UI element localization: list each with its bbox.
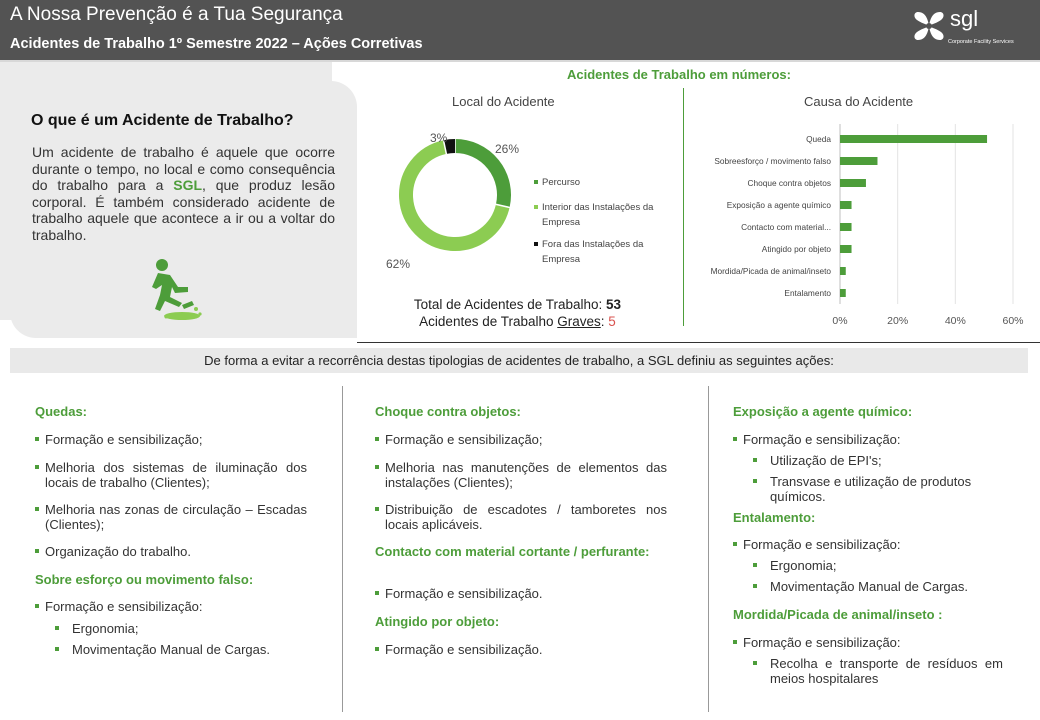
sub-list-item (753, 558, 1003, 573)
total-value: 53 (606, 297, 622, 312)
list-item-text: Formação e sensibilização: (743, 537, 901, 552)
section-choque: Choque contra objetos: (375, 404, 521, 419)
legend-swatch (534, 180, 538, 184)
bullet (55, 626, 59, 630)
list-item-text: Formação e sensibilização: (743, 635, 901, 650)
y-category-label: Choque contra objetos (747, 178, 831, 188)
sub-list-item (55, 642, 307, 657)
list-item (35, 432, 307, 447)
sub-item-text: Utilização de EPI's; (770, 453, 882, 468)
legend-label: Interior das Instalações da Empresa (542, 202, 654, 228)
legend-swatch (534, 242, 538, 246)
intro-heading: O que é um Acidente de Trabalho? (31, 112, 294, 129)
x-tick-label: 60% (1002, 315, 1024, 327)
list-item-text: Formação e sensibilização; (45, 432, 203, 447)
list-item-text: Distribuição de escadotes / tamboretes nos locais aplicáveis. (385, 502, 667, 532)
sub-item-text: Recolha e transporte de resíduos em meios hospitalares (770, 656, 1003, 686)
y-category-label: Mordida/Picada de animal/inseto (710, 266, 831, 276)
bullet (35, 437, 39, 441)
bullet (753, 563, 757, 567)
sub-list-item (753, 656, 1003, 686)
list-item-text: Formação e sensibilização. (385, 642, 543, 657)
x-tick-label: 40% (944, 315, 966, 327)
bar (840, 179, 866, 187)
bar (840, 267, 846, 275)
section-contacto: Contacto com material cortante / perfurante: (375, 544, 650, 559)
section-sobre-esforco: Sobre esforço ou movimento falso: (35, 572, 254, 587)
donut-label-percurso: 26% (495, 142, 520, 156)
list-item-text: Formação e sensibilização: (45, 599, 203, 614)
list-item (375, 460, 667, 490)
intro-text (32, 144, 335, 244)
slip-fall-icon (148, 257, 208, 323)
legend-item (534, 237, 674, 267)
chart-divider (683, 88, 684, 326)
x-tick-label: 20% (887, 315, 909, 327)
header-divider (0, 60, 1040, 62)
sub-item-text: Transvase e utilização de produtos químicos. (770, 474, 972, 504)
graves-word: Graves (557, 313, 601, 329)
sub-list-item (753, 453, 1003, 468)
graves-value: 5 (608, 313, 616, 329)
sub-item-text: Ergonomia; (770, 558, 837, 573)
bar (840, 245, 852, 253)
bar (840, 201, 852, 209)
list-item-text: Formação e sensibilização; (385, 432, 543, 447)
bar-chart-title: Causa do Acidente (804, 94, 914, 109)
bullet (375, 437, 379, 441)
section-entalamento: Entalamento: (733, 510, 816, 525)
logo-text: sgl (950, 6, 979, 31)
totals-box (360, 297, 675, 330)
serious-accidents (360, 314, 675, 331)
section-atingido: Atingido por objeto: (375, 614, 500, 629)
page-title: A Nossa Prevenção é a Tua Segurança (10, 4, 343, 25)
total-accidents (360, 297, 675, 314)
legend-label: Fora das Instalações da Empresa (542, 239, 644, 265)
donut-label-interior: 62% (386, 257, 411, 271)
legend-item (534, 200, 674, 230)
bullet (733, 542, 737, 546)
donut-slice (445, 146, 455, 147)
bullet (753, 584, 757, 588)
sub-list-item (55, 621, 307, 636)
legend-item (534, 175, 674, 190)
y-category-label: Contacto com material... (741, 222, 831, 232)
list-item (35, 599, 307, 614)
list-item (733, 537, 1005, 552)
numbers-title: Acidentes de Trabalho em números: (567, 67, 791, 82)
section-quedas: Quedas: (35, 404, 88, 419)
list-item (375, 432, 667, 447)
bullet (375, 507, 379, 511)
sub-item-text: Movimentação Manual de Cargas. (72, 642, 270, 657)
list-item-text: Formação e sensibilização. (385, 586, 543, 601)
list-item (35, 502, 307, 532)
bar (840, 223, 852, 231)
bullet (375, 647, 379, 651)
bar (840, 135, 987, 143)
bar-chart (690, 118, 1035, 328)
bar (840, 157, 877, 165)
bullet (753, 661, 757, 665)
list-item (35, 460, 307, 490)
logo-subtext: Corporate Facility Services (948, 39, 1014, 45)
intro-text-part: , que produz lesão corporal. É também considerado acidente de trabalho aquele que acontece a ir ou a voltar do trabalho. (32, 177, 336, 243)
bullet (375, 591, 379, 595)
bullet (733, 437, 737, 441)
legend-label: Percurso (542, 177, 581, 188)
page-subtitle: Acidentes de Trabalho 1º Semestre 2022 – Ações Corretivas (10, 36, 423, 52)
intro-box (10, 81, 357, 338)
list-item-text: Organização do trabalho. (45, 544, 191, 559)
list-item (375, 586, 667, 601)
sub-list-item (753, 474, 1003, 504)
donut-label-fora: 3% (430, 131, 448, 145)
sgl-logo-icon (912, 8, 946, 44)
list-item (375, 642, 667, 657)
donut-legend (534, 175, 674, 274)
donut-chart-title: Local do Acidente (452, 94, 555, 109)
intro-brand: SGL (173, 177, 203, 194)
column-divider (708, 386, 709, 712)
total-label: Total de Acidentes de Trabalho: (413, 297, 607, 312)
y-category-label: Atingido por objeto (761, 244, 831, 254)
bullet (35, 507, 39, 511)
bullet (753, 479, 757, 483)
list-item (733, 432, 1005, 447)
y-category-label: Exposição a agente químico (726, 200, 831, 210)
graves-colon: : (600, 313, 609, 329)
sgl-logo (912, 8, 1032, 48)
bullet (35, 465, 39, 469)
bullet (375, 465, 379, 469)
section-divider (357, 342, 1040, 343)
list-item (35, 544, 307, 559)
sub-item-text: Ergonomia; (72, 621, 139, 636)
y-category-label: Sobreesforço / movimento falso (714, 156, 831, 166)
list-item (733, 635, 1005, 650)
section-exposicao: Exposição a agente químico: (733, 404, 913, 419)
section-mordida: Mordida/Picada de animal/inseto : (733, 607, 943, 622)
bullet (733, 640, 737, 644)
bullet (35, 604, 39, 608)
list-item-text: Melhoria nas zonas de circulação – Escadas (Clientes); (45, 502, 307, 532)
page-header (0, 0, 1040, 60)
graves-label: Acidentes de Trabalho (419, 313, 558, 329)
list-item-text: Melhoria dos sistemas de iluminação dos locais de trabalho (Clientes); (45, 460, 307, 490)
bullet (35, 549, 39, 553)
list-item-text: Melhoria nas manutenções de elementos das instalações (Clientes); (385, 460, 667, 490)
legend-swatch (534, 205, 538, 209)
actions-banner: De forma a evitar a recorrência destas tipologias de acidentes de trabalho, a SGL definiu as seguintes ações: (10, 348, 1028, 373)
column-divider (342, 386, 343, 712)
bullet (753, 458, 757, 462)
sub-list-item (753, 579, 1003, 594)
list-item-text: Formação e sensibilização: (743, 432, 901, 447)
x-tick-label: 0% (832, 315, 848, 327)
sub-item-text: Movimentação Manual de Cargas. (770, 579, 968, 594)
bar (840, 289, 846, 297)
y-category-label: Entalamento (784, 288, 831, 298)
bullet (55, 647, 59, 651)
list-item (375, 502, 667, 532)
intro-text-part: Um acidente de trabalho é aquele que ocorre durante o tempo, no local e como consequência do trabalho para a (32, 144, 335, 194)
y-category-label: Queda (806, 134, 831, 144)
